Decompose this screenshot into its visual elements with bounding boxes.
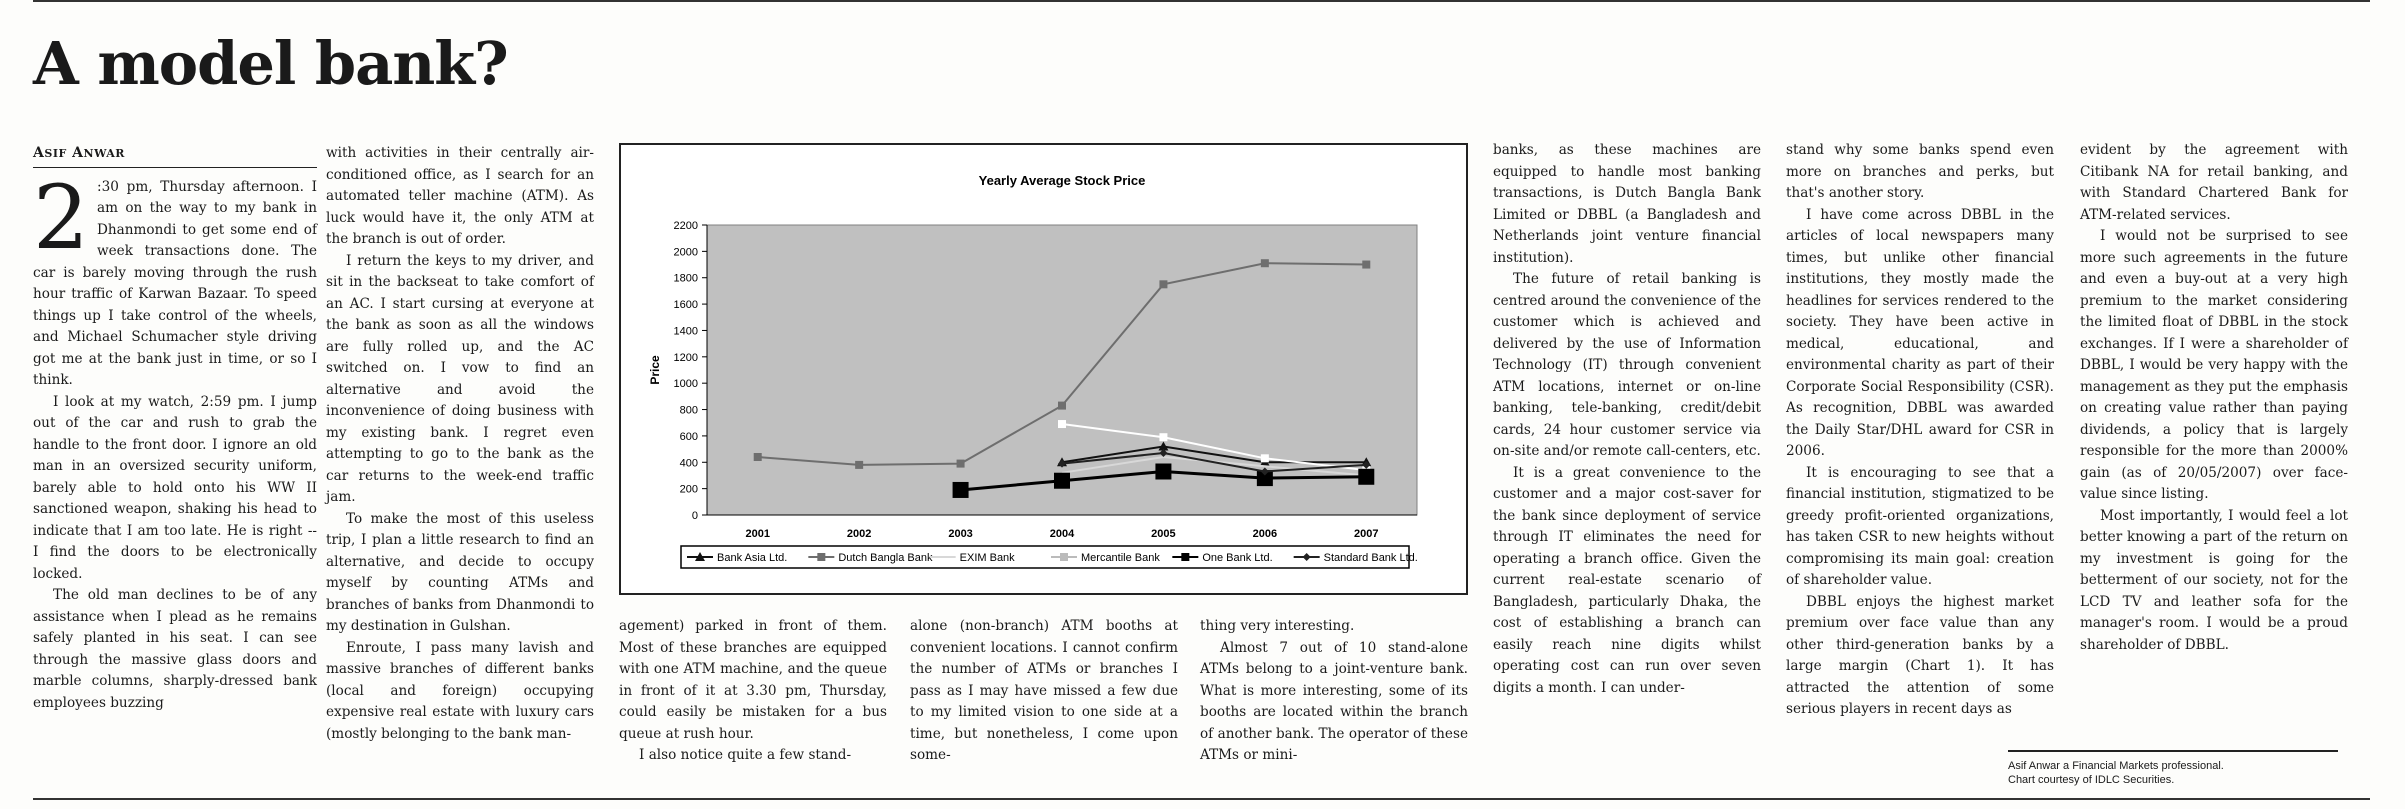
y-axis-label: Price — [648, 355, 662, 385]
column-1 — [33, 143, 317, 714]
column-6 — [1493, 140, 1761, 699]
y-tick-label: 200 — [679, 483, 698, 496]
y-tick-label: 800 — [679, 404, 698, 417]
paragraph: Enroute, I pass many lavish and massive branches of different banks (local and foreign) occupying expensive real estate with luxury cars (mostly belonging to the bank man- — [326, 639, 594, 742]
y-tick-label: 1600 — [673, 299, 698, 312]
column-2 — [326, 143, 594, 745]
paragraph: I return the keys to my driver, and sit in the backseat to take comfort of an AC. I start cursing at everyone at the bank as soon as all the windows are fully rolled up, and the AC switched on. I vow to find an alternative and avoid the inconvenience of doing business with my existing bank. I regret even attempting to go to the bank as the car returns to the week-end traffic jam. — [326, 252, 594, 505]
paragraph — [33, 165, 317, 392]
plot-area — [707, 225, 1417, 515]
y-tick-label: 2200 — [673, 220, 698, 232]
paragraph: Most importantly, I would feel a lot better knowing a part of the return on my investment is going for the betterment of our society, not for the LCD TV and leather sofa for the manager's room. I would be a proud shareholder of DBBL. — [2080, 507, 2348, 653]
data-point — [1155, 464, 1171, 480]
footnote-credit: Chart courtesy of IDLC Securities. — [2008, 774, 2175, 786]
data-point — [1362, 261, 1370, 269]
legend-label: Standard Bank Ltd. — [1323, 552, 1418, 564]
paragraph: I have come across DBBL in the articles of local newspapers many times, but unlike other financial institutions, they mostly made the headlines for services rendered to the society. They have been active in medical, educational, and environmental charity as part of their Corporate Social Responsibility (CSR). As recognition, DBBL was awarded the Daily Star/DHL award for CSR in 2006. — [1786, 206, 2054, 459]
data-point — [1054, 473, 1070, 489]
data-point — [1261, 454, 1269, 462]
paragraph: agement) parked in front of them. Most of these branches are equipped with one ATM machine, and the queue in front of it at 3.30 pm, Thursday, could easily be mistaken for a bus queue at rush hour. — [619, 618, 887, 742]
paragraph: I look at my watch, 2:59 pm. I jump out of the car and rush to grab the handle to the front door. I ignore an old man in an oversized security uniform, barely able to hold onto his WW II sanctioned weapon, shaking his head to indicate that I am too late. He is right -- I find the doors to be electronically locked. — [33, 393, 317, 582]
stock-price-chart — [619, 143, 1468, 595]
data-point — [957, 460, 965, 468]
paragraph-text: :30 pm, Thursday afternoon. I am on the way to my bank in Dhanmondi to get some end of week transactions done. The car is barely moving through the rush hour traffic of Karwan Bazaar. To speed things up I take control of the wheels, and Michael Schumacher style driving got me at the bank just in time, or so I think. — [33, 178, 317, 388]
data-point — [754, 453, 762, 461]
x-tick-label: 2002 — [846, 528, 872, 540]
paragraph: It is encouraging to see that a financial institution, stigmatized to be greedy profit-oriented organizations, has taken CSR to new heights without compromising its main goal: creation of shareholder value. — [1786, 464, 2054, 588]
data-point — [1261, 259, 1269, 267]
paragraph: evident by the agreement with Citibank NA for retail banking, and with Standard Chartered Bank for ATM-related services. — [2080, 142, 2348, 223]
data-point — [817, 553, 825, 561]
y-tick-label: 400 — [679, 457, 698, 470]
footnote — [2008, 759, 2338, 787]
top-rule — [33, 0, 2370, 2]
paragraph: The old man declines to be of any assistance when I plead as he remains safely planted in his seat. I can see through the massive glass doors and marble columns, sharply-dressed bank employees buzzing — [33, 587, 317, 711]
paragraph: thing very interesting. — [1200, 618, 1355, 634]
x-tick-label: 2007 — [1354, 528, 1379, 540]
paragraph: with activities in their centrally air-conditioned office, as I search for an automated teller machine (ATM). As luck would have it, the only ATM at the branch is out of order. — [326, 145, 594, 247]
headline: A model bank? — [33, 29, 508, 98]
column-7 — [1786, 140, 2054, 721]
y-tick-label: 600 — [679, 430, 698, 443]
byline-last-initial: A — [72, 145, 84, 161]
data-point — [1358, 469, 1374, 485]
footnote-rule — [2008, 750, 2338, 752]
data-point — [1159, 433, 1167, 441]
column-5 — [1200, 616, 1468, 767]
column-4 — [910, 616, 1178, 767]
legend-label: One Bank Ltd. — [1202, 552, 1273, 564]
data-point — [1058, 420, 1066, 428]
y-tick-label: 2000 — [673, 246, 698, 259]
footnote-author: Asif Anwar a Financial Markets professional. — [2008, 760, 2224, 772]
data-point — [855, 461, 863, 469]
y-tick-label: 1800 — [673, 272, 698, 285]
paragraph: alone (non-branch) ATM booths at convenient locations. I cannot confirm the number of ATMs or branches I pass as I may have missed a few due to my limited vision to one side at a time, but nonetheless, I come upon some- — [910, 618, 1178, 763]
legend-label: Mercantile Bank — [1081, 552, 1160, 564]
data-point — [1181, 553, 1189, 561]
x-tick-label: 2004 — [1049, 528, 1075, 540]
data-point — [1060, 553, 1068, 561]
x-tick-label: 2005 — [1151, 528, 1176, 540]
legend-label: EXIM Bank — [959, 552, 1015, 564]
x-tick-label: 2006 — [1252, 528, 1278, 540]
y-tick-label: 0 — [691, 510, 698, 522]
byline — [33, 143, 317, 168]
y-tick-label: 1000 — [673, 378, 698, 391]
legend-label: Dutch Bangla Bank — [838, 552, 933, 564]
chart-svg — [621, 145, 1466, 593]
chart-title: Yearly Average Stock Price — [978, 173, 1146, 188]
data-point — [1159, 280, 1167, 288]
dropcap: 2 — [33, 165, 89, 269]
y-tick-label: 1200 — [673, 351, 698, 364]
paragraph: Almost 7 out of 10 stand-alone ATMs belong to a joint-venture bank. What is more interesting, some of its booths are located within the branch of another bank. The operator of these ATMs or mini- — [1200, 639, 1468, 763]
x-tick-label: 2001 — [745, 528, 770, 540]
paragraph: DBBL enjoys the highest market premium over face value than any other third-generation banks by a large margin (Chart 1). It has attracted the attention of some serious players in recent days as — [1786, 593, 2054, 717]
paragraph: banks, as these machines are equipped to handle most banking transactions, is Dutch Bangla Bank Limited or DBBL (a Bangladesh and Netherlands joint venture financial institution). — [1493, 142, 1761, 266]
paragraph: I also notice quite a few stand- — [639, 747, 852, 763]
paragraph: The future of retail banking is centred around the convenience of the customer which is achieved and delivered by the use of Information Technology (IT) through convenient ATM locations, internet or on-line banking, tele-banking, credit/debit cards, 24 hour customer service via on-site and/or remote call-centers, etc. — [1493, 271, 1761, 459]
column-3 — [619, 616, 887, 767]
legend-label: Bank Asia Ltd. — [717, 552, 788, 564]
data-point — [953, 482, 969, 498]
byline-last-rest: NWAR — [83, 147, 125, 160]
paragraph: It is a great convenience to the customer and a major cost-saver for the bank since deployment of service through IT eliminates the need for operating a branch office. Given the current real-estate scenario of Bangladesh, particularly Dhaka, the cost of establishing a branch can easily reach nine digits whilst operating cost can run over seven digits a month. I can under- — [1493, 464, 1761, 696]
paragraph: stand why some banks spend even more on branches and perks, but that's another story. — [1786, 142, 2054, 201]
data-point — [1058, 402, 1066, 410]
column-8 — [2080, 140, 2348, 656]
paragraph: To make the most of this useless trip, I plan a little research to find an alternative, and decide to occupy myself by counting ATMs and branches of banks from Dhanmondi to my destination in Gulshan. — [326, 510, 594, 634]
byline-first-initial: A — [33, 145, 45, 161]
y-tick-label: 1400 — [673, 325, 698, 338]
x-tick-label: 2003 — [948, 528, 973, 540]
paragraph: I would not be surprised to see more such agreements in the future and even a buy-out at a very high premium to the market considering the limited float of DBBL in the stock exchanges. If I were a shareholder of DBBL, I would be very happy with the management as they put the emphasis on creating value rather than paying dividends, a policy that is largely responsible for the more than 2000% gain (as of 20/05/2007) over face-value since listing. — [2080, 228, 2348, 502]
byline-first-rest: SIF — [44, 147, 67, 160]
bottom-rule — [33, 798, 2370, 800]
